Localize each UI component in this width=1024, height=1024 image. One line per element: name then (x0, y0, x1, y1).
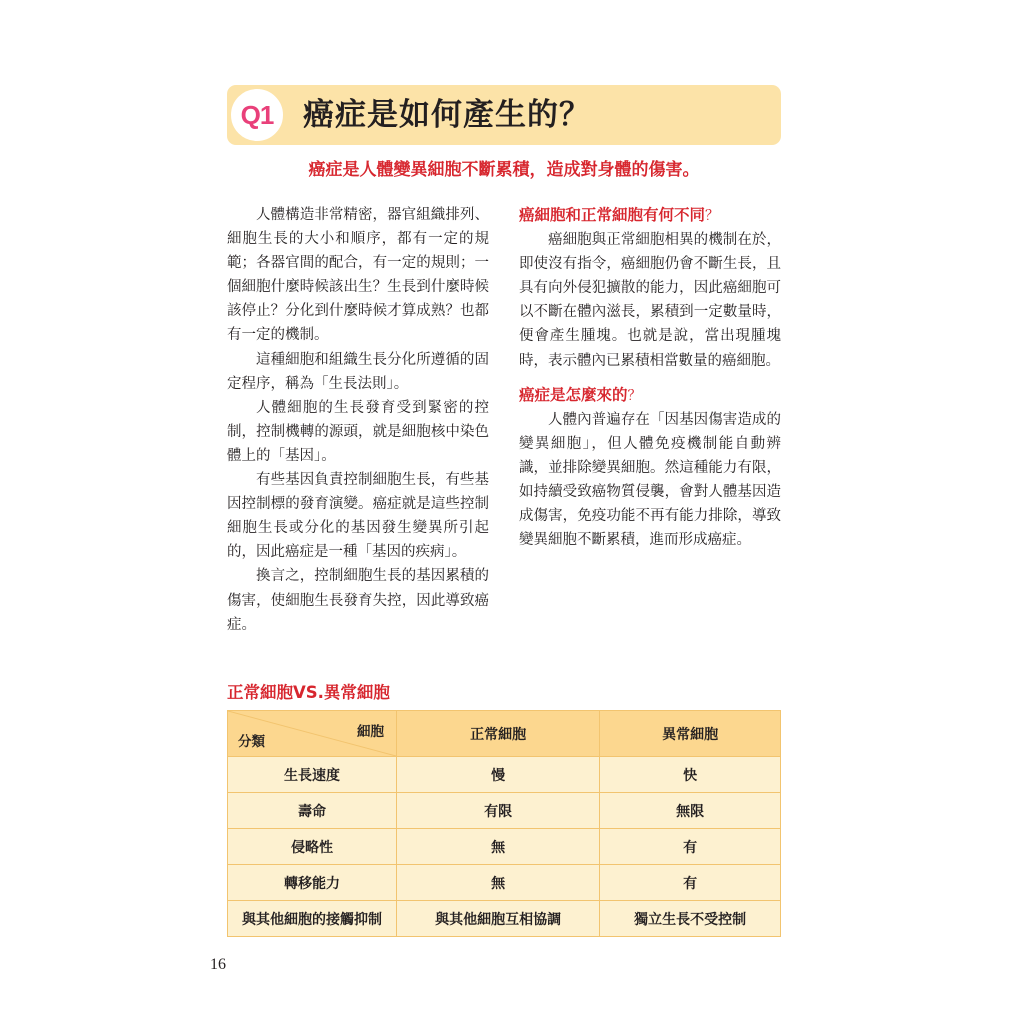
table-cell: 有 (600, 829, 781, 865)
question-mark: ？ (705, 208, 720, 224)
paragraph: 人體細胞的生長發育受到緊密的控制，控制機轉的源頭，就是細胞核中染色體上的「基因」。 (227, 399, 489, 464)
table-cell: 無限 (600, 793, 781, 829)
section-heading (519, 203, 781, 228)
table-row (228, 793, 781, 829)
section-heading (519, 383, 781, 408)
question-badge: Q1 (227, 85, 287, 145)
paragraph: 換言之，控制細胞生長的基因累積的傷害，使細胞生長發育失控，因此導致癌症。 (227, 568, 489, 633)
corner-header-cell (228, 711, 397, 757)
table-cell: 有限 (397, 793, 600, 829)
table-cell: 無 (397, 865, 600, 901)
table-row (228, 865, 781, 901)
paragraph: 有些基因負責控制細胞生長，有些基因控制標的發育演變。癌症就是這些控制細胞生長或分化的基因發生變異所引起的，因此癌症是一種「基因的疾病」。 (227, 472, 489, 561)
corner-label-cell: 細胞 (357, 724, 384, 740)
section-heading-text: 癌細胞和正常細胞有何不同 (519, 206, 706, 224)
corner-label-category: 分類 (238, 734, 265, 750)
right-column (519, 203, 781, 552)
table-cell: 生長速度 (228, 757, 397, 793)
table-cell: 轉移能力 (228, 865, 397, 901)
table-row (228, 829, 781, 865)
table-cell: 無 (397, 829, 600, 865)
page-number: 16 (210, 956, 226, 973)
paragraph: 這種細胞和組織生長分化所遵循的固定程序，稱為「生長法則」。 (227, 351, 489, 392)
section-text: 人體內普遍存在「因基因傷害造成的變異細胞」，但人體免疫機制能自動辨識，並排除變異細胞。然這種能力有限，如持續受致癌物質侵襲，會對人體基因造成傷害，免疫功能不再有能力排除，導致變異細胞不斷累積，進而形成癌症。 (519, 411, 781, 549)
section-heading-text: 癌症是怎麼來的 (519, 385, 628, 404)
table-cell: 慢 (397, 757, 600, 793)
table-cell: 壽命 (228, 793, 397, 829)
table-cell: 獨立生長不受控制 (600, 901, 781, 937)
table-header-row (228, 711, 781, 757)
comparison-table (227, 710, 781, 937)
table-cell: 與其他細胞互相協調 (397, 901, 600, 937)
column-header: 正常細胞 (397, 711, 600, 757)
table-row (228, 757, 781, 793)
page-title: 癌症是如何產生的？ (303, 97, 591, 133)
table-title: 正常細胞VS.異常細胞 (227, 683, 390, 702)
section-text: 癌細胞與正常細胞相異的機制在於，即使沒有指令，癌細胞仍會不斷生長，且具有向外侵犯擴散的能力，因此癌細胞可以不斷在體內滋長，累積到一定數量時，便會產生腫塊。也就是說，當出現腫塊時，表示體內已累積相當數量的癌細胞。 (519, 232, 781, 369)
table-cell: 快 (600, 757, 781, 793)
paragraph: 人體構造非常精密，器官組織排列、細胞生長的大小和順序，都有一定的規範；各器官間的配合，有一定的規則；一個細胞什麼時候該出生？生長到什麼時候該停止？分化到什麼時候才算成熟？也都有一定的機制。 (227, 207, 489, 344)
table-cell: 侵略性 (228, 829, 397, 865)
left-column (227, 203, 489, 637)
column-header: 異常細胞 (600, 711, 781, 757)
table-cell: 有 (600, 865, 781, 901)
table-row (228, 901, 781, 937)
table-cell: 與其他細胞的接觸抑制 (228, 901, 397, 937)
page-subtitle: 癌症是人體變異細胞不斷累積，造成對身體的傷害。 (308, 160, 700, 180)
question-mark: ？ (627, 387, 642, 404)
